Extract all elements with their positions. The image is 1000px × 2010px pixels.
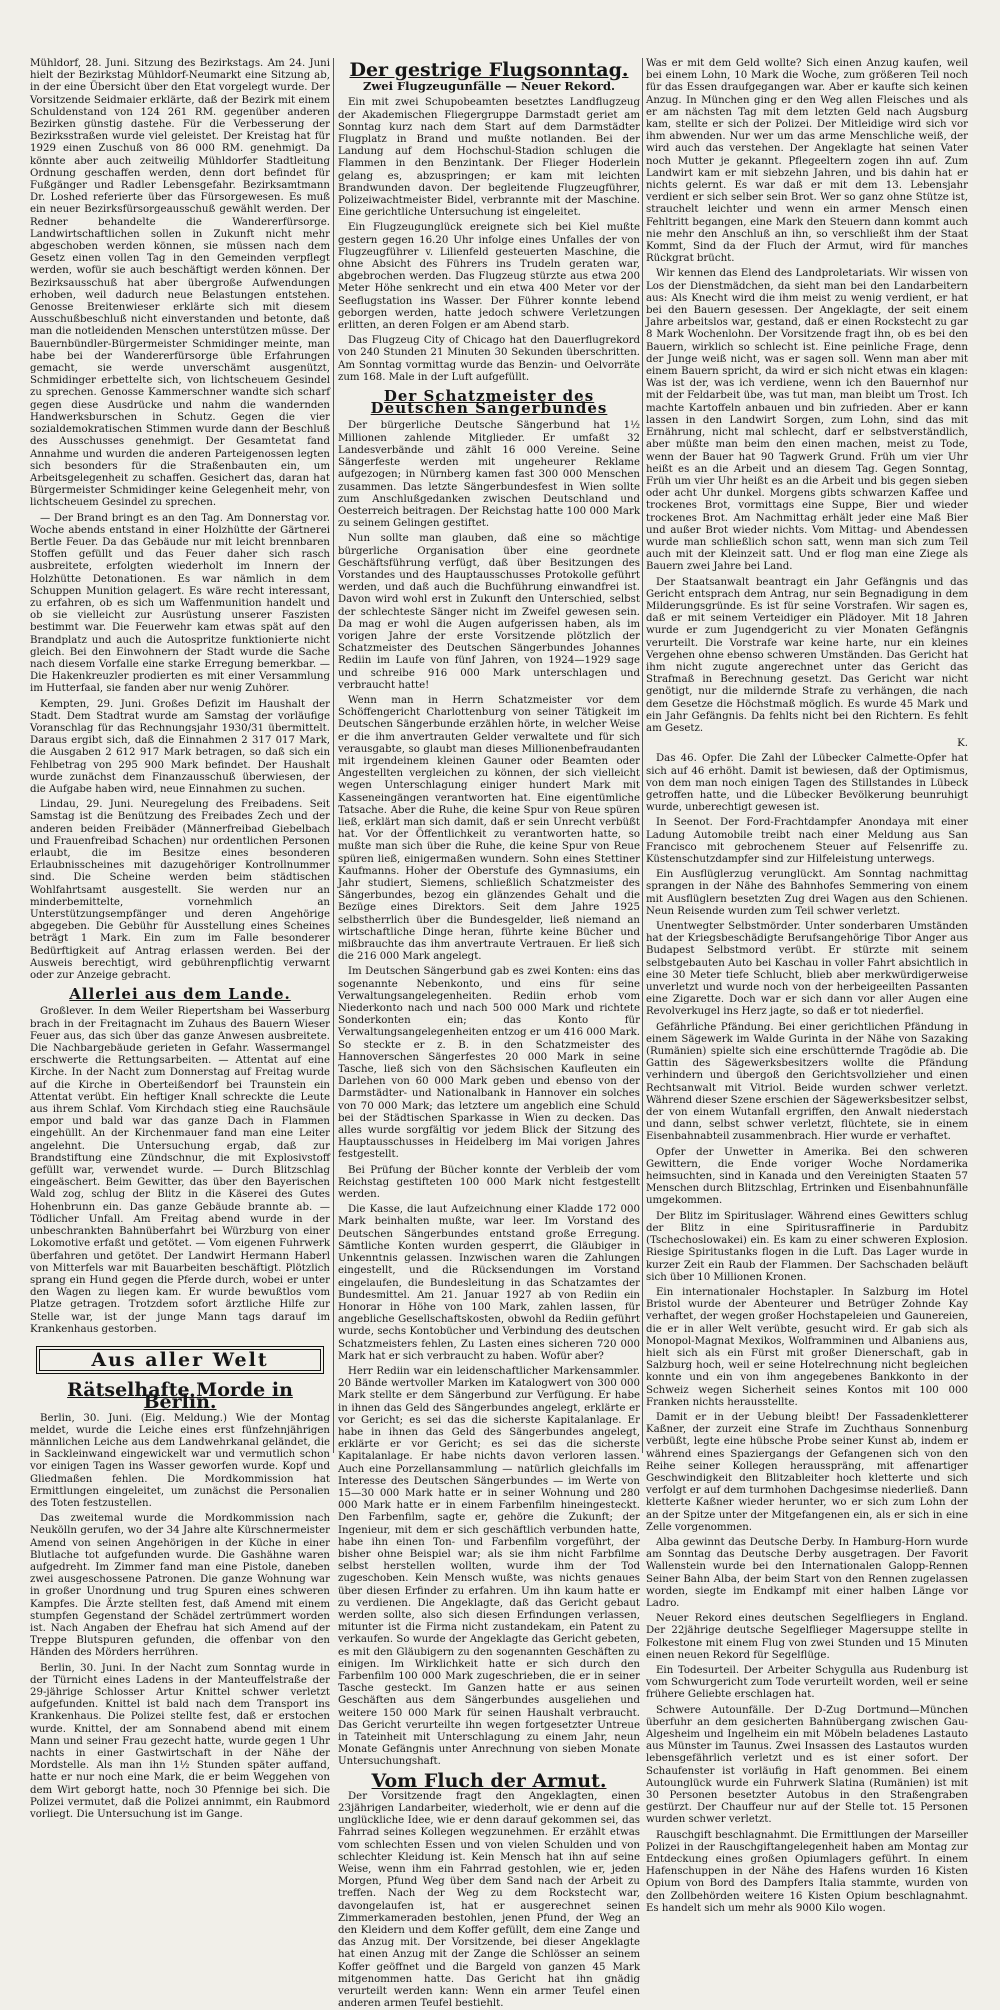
- article-ausfluegler: Ein Ausflüglerzug verunglückt. Am Sonntag nachmittag sprangen in der Nähe des Bahnhofes Semmering von einem mit Ausflüglern besetzten Zug drei Wagen aus den Schienen. Neun Reisende wurden zum Teil schwer verletzt.: [646, 869, 968, 917]
- article-uebung: Damit er in der Uebung bleibt! Der Fassadenkletterer Kaßner, der zurzeit eine Strafe im Zuchthaus Sonnenburg verbüßt, legte eine hübsche Probe seiner Kunst ab, indem er während eines Spaziergangs der Gefangenen sich von den Reihe seiner Kollegen herausspräng, mit affenartiger Geschwindigkeit den Blitzableiter hoch kletterte und sich verfolgt er auf dem turmhohen Dachgesimse niederließ. Dann kletterte Kaßner wieder herunter, wo er sich zum Lohn der an der Spitze unter der Mitgefangenen ein, als er sich in eine Zelle vorgenommen.: [646, 1411, 968, 1533]
- column-rule: [642, 58, 643, 1453]
- heading-fluch-der-armut: Vom Fluch der Armut.: [371, 1769, 607, 1792]
- article-unwetter: Opfer der Unwetter in Amerika. Bei den schweren Gewittern, die Ende voriger Woche Nordamerika heimsuchten, sind in Kanada und den Vereinigten Staaten 57 Menschen durch Blitzschlag, Ertrinken und Eisenbahnunfälle umgekommen.: [646, 1146, 968, 1207]
- article-berlin-1: Berlin, 30. Juni. (Eig. Meldung.) Wie der Montag meldet, wurde die Leiche eines erst fünfzehnjährigen männlichen Leiche aus dem Landwehrkanal geländet, die in Sackleinwand eingewickelt war und vermutlich schon vor einigen Tagen ins Wasser geworfen wurde. Kopf und Gliedmaßen fehlen. Die Mordkommission hat Ermittlungen eingeleitet, um zunächst die Personalien des Toten festzustellen.: [30, 1412, 330, 1509]
- column-right: [646, 58, 968, 1914]
- article-saengerbund-5: Bei Prüfung der Bücher konnte der Verbleib der vom Reichstag gestifteten 100 000 Mark nicht festgestellt werden.: [338, 1164, 640, 1201]
- article-kempten: Kempten, 29. Juni. Großes Defizit im Haushalt der Stadt. Dem Stadtrat wurde am Samstag der vorläufige Voranschlag für das Rechnungsjahr 1930/31 übermittelt. Daraus ergibt sich, daß die Einnahmen 2 317 017 Mark, die Ausgaben 2 612 917 Mark betragen, so daß sich ein Fehlbetrag von 295 900 Mark befindet. Der Haushalt wurde zunächst dem Finanzausschuß überwiesen, der die Aufgabe haben wird, neue Einnahmen zu suchen.: [30, 698, 330, 795]
- article-autounfaelle: Schwere Autounfälle. Der D-Zug Dortmund—München überfuhr an dem gesicherten Bahnübergang zwischen Gau-Algesheim und Ingelheim ein mit Möbeln beladenes Lastauto aus Münster im Taunus. Zwei Insassen des Lastautos wurden lebensgefährlich verletzt und es ist einer sofort. Der Schaufenster ist vorläufig in Haft genommen. Bei einem Autounglück wurde ein Fuhrwerk Slatina (Rumänien) ist mit 30 Personen besetzter Autobus in den Straßengraben gestürzt. Der Chauffeur nur auf der Stelle tot. 15 Personen wurden schwer verletzt.: [646, 1704, 968, 1826]
- article-saengerbund-7: Herr Rediin war ein leidenschaftlicher Markensammler. 20 Bände wertvoller Marken im Katalogwert von 300 000 Mark stellte er dem Sängerbund zur Verfügung. Er habe in ihnen das Geld des Sängerbundes angelegt, erklärte er vor Gericht; es sei das die sicherste Kapitalanlage. Er habe in ihnen das Geld des Sängerbundes angelegt, erklärte er vor Gericht; es sei das die sicherste Kapitalanlage. Er habe nichts davon verloren lassen. Auch eine Porzellansammlung — natürlich gleichfalls im Interesse des Deutschen Sängerbundes — im Werte von 15—30 000 Mark hatte er in seiner Wohnung und 280 000 Mark hatte er in einem Farbenfilm hineingesteckt. Den Farbenfilm, sagte er, gehöre die Zukunft; der Ingenieur, mit dem er sich geschäftlich verbunden hatte, habe ihn einen Ton- und Farbenfilm vorgeführt, der bisher ohne Beispiel war; als sie ihm nicht Farbfilme selbst herstellen wollten, wurde ihm der Tod zugeschoben. Kein Mensch wußte, was nichts genaues über diesen Erfinder zu erfahren. Um ihn kaum hatte er zu verdienen. Die Angeklagte, daß das Gericht gebaut werden sollte, also sich diesen Erfindungen verlassen, mitunter ist die Firma nicht zustandekam, ein Patent zu verkaufen. So wurde der Angeklagte das Gericht gebeten, es mit den Gläubigern zu den sogenannten Geschäften zu einigen. Im Wirklichkeit hatte er sich durch den Farbenfilm 100 000 Mark zugeschrieben, die er in seiner Tasche gesteckt. Im Ganzen hatte er aus seinen Geschäften aus dem Sängerbundes ausgeliehen und weitere 150 000 Mark für seinen Haushalt verbraucht. Das Gericht verurteilte ihn wegen fortgesetzter Untreue in Tateinheit mit Unterschlagung zu einem Jahr, neun Monate Gefängnis unter Anrechnung von sieben Monate Untersuchungshaft.: [338, 1365, 640, 1768]
- column-left: [30, 58, 330, 1821]
- article-saengerbund-4: Im Deutschen Sängerbund gab es zwei Konten: eins das sogenannte Nebenkonto, und eins für seine Verwaltungsangelegenheiten. Rediin erhob vom Niederkonto nach und nach 500 000 Mark und richtete Sonderkonten ein; das Konto für Verwaltungsangelegenheiten entzog er um 416 000 Mark. So steckte er z. B. in den Schatzmeister des Hannoverschen Sängerfestes 20 000 Mark in seine Tasche, ließ sich von den Sächsischen Kaufleuten ein Darlehen von 60 000 Mark geben und ebenso von der Darmstädter- und Nationalbank in Hannover ein solches von 70 000 Mark; das letztere um angeblich eine Schuld bei der Städtischen Sparkasse in Wien zu decken. Das alles wurde sorgfältig vor jedem Blick der Sitzung des Hauptausschusses in Heidelberg im Mai vorigen Jahres festgestellt.: [338, 966, 640, 1161]
- signature: K.: [957, 738, 968, 750]
- article-brand: — Der Brand bringt es an den Tag. Am Donnerstag vor. Woche abends entstand in einer Holzhütte der Gärtnerei Bertle Feuer. Da das Gebäude nur mit leicht brennbaren Stoffen gefüllt und das Feuer daher sich rasch ausbreitete, erfolgten wiederholt im Innern der Holzhütte Detonationen. Es war nämlich in dem Schuppen Munition gelagert. Es wäre recht interessant, zu erfahren, ob es sich um Waffenmunition handelt und ob sie vielleicht zur Ausrüstung unserer Faszisten bestimmt war. Die Feuerwehr kam etwas spät auf den Brandplatz und auch die Autospritze funktionierte nicht gleich. Bei den Einwohnern der Stadt wurde die Sache nach diesem Vorfalle eine starke Erregung bemerkbar. — Die Hakenkreuzler prodierten es mit einer Versammlung im Hutterfaal, sie fanden aber nur wenig Zuhörer.: [30, 512, 330, 695]
- heading-aus-aller-welt: Aus aller Welt: [36, 1346, 324, 1374]
- article-chicago: Das Flugzeug City of Chicago hat den Dauerflugrekord von 240 Stunden 21 Minuten 30 Sekunden überschritten. Am Sonntag vormittag wurde das Benzin- und Oelvorräte zum 168. Male in der Luft aufgefüllt.: [338, 335, 640, 383]
- article-derby: Alba gewinnt das Deutsche Derby. In Hamburg-Horn wurde am Sonntag das Deutsche Derby ausgetragen. Der Favorit Wallenstein wurde bei den Internationalen Galopp-Rennen Seiner Bahn Alba, der beim Start von den Rennen zugelassen worden, siegte im Endkampf mit einer halben Länge vor Ladro.: [646, 1536, 968, 1609]
- article-saengerbund-1: Der bürgerliche Deutsche Sängerbund hat 1½ Millionen zahlende Mitglieder. Er umfaßt 32 Landesverbände und zählt 16 000 Vereine. Seine Sängerfeste werden mit ungeheurer Reklame aufgezogen; in Nürnberg kamen fast 300 000 Menschen zusammen. Das letzte Sängerbundesfest in Wien sollte zum Anschlußgedanken zwischen Deutschland und Oesterreich beitragen. Der Reichstag hatte 100 000 Mark zu seinem Gelingen gestiftet.: [338, 420, 640, 530]
- heading-raetselhafte-morde: Rätselhafte Morde in Berlin.: [67, 1379, 293, 1414]
- article-hochstapler: Ein internationaler Hochstapler. In Salzburg im Hotel Bristol wurde der Abenteurer und Betrüger Zohnde Kay verhaftet, der wegen großer Hochstapeleien und Gaunereien, die er in aller Welt verübte, gesucht wird. Er gab sich als Monopol-Magnat Mexikos, Wolframminen und Albaniens aus, hielt sich als ein Fürst mit großer Dienerschaft, gab in Salzburg hoch, weil er seine Hotelrechnung nicht begleichen konnte und ein von ihm angegebenes Bankkonto in der Schweiz wegen Sicherheit seines Kontos mit 100 000 Franken nichts herausstellte.: [646, 1286, 968, 1408]
- article-spirituslager: Der Blitz im Spirituslager. Während eines Gewitters schlug der Blitz in eine Spiritusraffinerie in Pardubitz (Tschechoslowakei) ein. Es kam zu einer schweren Explosion. Riesige Spiritustanks flogen in die Luft. Das Lager wurde in kurzer Zeit ein Raub der Flammen. Der Sachschaden beläuft sich über 10 Millionen Kronen.: [646, 1210, 968, 1283]
- article-saengerbund-3: Wenn man in Herrn Schatzmeister vor dem Schöffengericht Charlottenburg von seiner Tätigkeit im Deutschen Sängerbunde erzählen hörte, in welcher Weise er die ihm anvertrauten Gelder verwaltete und für sich verausgabte, so glaubt man dieses Millionenbefraudanten mit irgendeinem kleinen Gauner oder Beamten oder Angestellten vergleichen zu können, der sich vielleicht wegen Unterschlagung einiger hundert Mark mit Kasseneingängen verantworten hat. Eine eigentümliche Tatsache. Aber die Ruhe, die keine Spur von Reue spüren ließ, erklärt man sich damit, daß er sein Unrecht verbüßt hat. Vor der Öffentlichkeit zu verantworten hatte, so mußte man sich über die Ruhe, die keine Spur von Reue spüren ließ, einigermaßen wundern. Sohn eines Stettiner Kaufmanns. Hoher der Oberstufe des Gymnasiums, ein Jahr studiert, Siemens, schließlich Schatzmeister des Sängerbundes, bezog ein glänzendes Gehalt und die Bezüge eines Direktors. Seit dem Jahre 1925 selbstherrlich über die Bundesgelder, ließ niemand an wirtschaftliche Dinge heran, führte keine Bücher und mißbrauchte das ihm anvertraute Vertrauen. Er ließ sich die 216 000 Mark angelegt.: [338, 694, 640, 963]
- article-armut-1: Der Vorsitzende fragt den Angeklagten, einen 23jährigen Landarbeiter, wiederholt, wie er denn auf die unglückliche Idee, wie er denn darauf gekommen sei, das Fahrrad seines Kollegen wegzunehmen. Er erzählt etwas vom schlechten Essen und von vielen Schulden und von schlechter Kleidung ist. Kein Mensch hat ihn auf seine Weise, wenn ihm ein Fahrrad gestohlen, wie er, jeden Morgen, Pfund Weg über dem Sand nach der Arbeit zu treffen. Nach der Weg zu dem Rockstecht war, davongelaufen ist, hat er ausgerechnet seinen Zimmerkameraden bestohlen, jenen Pfund, der Weg an den Kleidern und dem Koffer gefüllt, dem eine Zange und das Anzug mit. Der Vorsitzende, bei dieser Angeklagte hat einen Anzug mit der Zange die Schlösser an seinem Koffer geöffnet und die Bargeld von ganzen 45 Mark mitgenommen hatte. Das Gericht hat ihn gnädig verurteilt werden kann: Wenn ein armer Teufel einen anderen armen Teufel bestiehlt.: [338, 1790, 640, 2010]
- article-armut-4: Der Staatsanwalt beantragt ein Jahr Gefängnis und das Gericht entsprach dem Antrag, nur sein Begnadigung in dem Milderungsgründe. Es ist für seine Vorstrafen. Wir sagen es, daß er mit seinem Verteidiger ein Plädoyer. Mit 18 Jahren wurde er zum Jugendgericht zu vier Monaten Gefängnis verurteilt. Die Vorstrafe war keine harte, nur ein kleines Vergehen ohne ebenso schweren Umständen. Das Gericht hat ihm nicht zugute angerechnet unter das Gericht das Strafmaß in Berechnung gesetzt. Das Gericht war nicht genötigt, nur die mildernde Strafe zu verhängen, die nach dem Gesetze die Höchstmaß möglich. Es wurde 45 Mark und ein Jahr Gefängnis. Da fehlts nicht bei den Richtern. Es fehlt am Gesetz.: [646, 576, 968, 734]
- article-seenot: In Seenot. Der Ford-Frachtdampfer Anondaya mit einer Ladung Automobile treibt nach einer Meldung aus San Francisco mit gebrochenem Steuer auf Felsenriffe zu. Küstenschutzdampfer sind zur Hilfeleistung unterwegs.: [646, 817, 968, 865]
- article-segelflieger: Neuer Rekord eines deutschen Segelfliegers in England. Der 22jährige deutsche Segelflieger Magersuppe stellte in Folkestone mit einem Flug von zwei Stunden und 15 Minuten einen neuen Rekord für Segelflüge.: [646, 1613, 968, 1661]
- article-kiel: Ein Flugzeugunglück ereignete sich bei Kiel mußte gestern gegen 16.20 Uhr infolge eines Unfalles der von Flugzeugführer v. Lilienfeld gesteuerten Maschine, die ohne Absicht des Führers ins Trudeln geraten war, abgebrochen werden. Das Flugzeug stürzte aus etwa 200 Meter Höhe senkrecht und ein etwa 400 Meter vor der Seeflugstation ins Wasser. Der Führer konnte lebend geborgen werden, hatte jedoch schwere Verletzungen erlitten, an deren Folgen er am Abend starb.: [338, 222, 640, 332]
- article-grosslever: Großlever. In dem Weiler Riepertsham bei Wasserburg brach in der Freitagnacht im Zuhaus des Bauern Wieser Feuer aus, das sich über das ganze Anwesen ausbreitete. Die Nachbargebäude gerieten in Gefahr. Wassermangel erschwerte die Rettungsarbeiten. — Attentat auf eine Kirche. In der Nacht zum Donnerstag auf Freitag wurde auf die Kirche in Oberteißendorf bei Traunstein ein Attentat verübt. Ein heftiger Knall schreckte die Leute aus ihrem Schlaf. Vom Kirchdach stieg eine Rauchsäule empor und bald war das ganze Dach in Flammen eingehüllt. An der Kirchenmauer fand man eine Leiter angelehnt. Die Untersuchung ergab, daß zur Brandstiftung eine Zündschnur, die mit Explosivstoff gefüllt war, verwendet wurde. — Durch Blitzschlag eingeäschert. Beim Gewitter, das über den Bayerischen Wald zog, schlug der Blitz in die Käserei des Gutes Hohenbrunn ein. Das ganze Gebäude brannte ab. — Tödlicher Unfall. Am Freitag abend wurde in der unbeschrankten Bahnüberfahrt bei Würzburg von einer Lokomotive erfaßt und getötet. — Vom eigenen Fuhrwerk überfahren und getötet. Der Landwirt Hermann Haberl von Mitterfels war mit Bauarbeiten beschäftigt. Plötzlich sprang ein Hund gegen die Pferde durch, wobei er unter den Wagen zu liegen kam. Er wurde bewußtlos vom Platze getragen. Trotzdem sofort ärztliche Hilfe zur Stelle war, ist der junge Mann tags darauf im Krankenhaus gestorben.: [30, 1006, 330, 1335]
- article-berlin-3: Berlin, 30. Juni. In der Nacht zum Sonntag wurde in der Türnicht eines Ladens in der Manteuffelstraße der 29-jährige Schlosser Artur Knittel schwer verletzt aufgefunden. Knittel ist bald nach dem Transport ins Krankenhaus. Die Polizei stellte fest, daß er erstochen wurde. Knittel, der am Sonnabend abend mit einem Mann und seiner Frau gezecht hatte, wurde gegen 1 Uhr nachts in einer Gastwirtschaft in der Nähe der Mordstelle. Als man ihn 1½ Stunden später auffand, hatte er nur noch eine Mark, die er beim Weggehen von dem Wirt geborgt hatte, noch 30 Pfennige bei sich. Die Polizei vermutet, daß die Polizei annimmt, ein Raubmord vorliegt. Die Untersuchung ist im Gange.: [30, 1662, 330, 1821]
- article-berlin-2: Das zweitemal wurde die Mordkommission nach Neukölln gerufen, wo der 34 Jahre alte Kürschnermeister Amend von seinen Angehörigen in der Küche in einer Blutlache tot aufgefunden wurde. Die Gashähne waren aufgedreht. Im Zimmer fand man eine Pistole, daneben zwei ausgeschossene Patronen. Die ganze Wohnung war in großer Unordnung und trug Spuren eines schweren Kampfes. Die Ärzte stellten fest, daß Amend mit einem stumpfen Gegenstand der Schädel zertrümmert worden ist. Nach Angaben der Ehefrau hat sich Amend auf der Treppe Blutspuren gefunden, die offenbar von den Händen des Mörders herrühren.: [30, 1513, 330, 1659]
- article-selbstmoerder: Unentwegter Selbstmörder. Unter sonderbaren Umständen hat der Kriegsbeschädigte Berufsangehörige Tibor Anger aus Budapest Selbstmord verübt. Er stürzte mit seinem selbstgebauten Auto bei Kaschau in voller Fahrt absichtlich in eine 30 Meter tiefe Schlucht, blieb aber merkwürdigerweise unverletzt und wurde noch von der herbeigeeilten Passanten eine Zigarette. Doch war er sich dann vor aller Augen eine Revolverkugel ins Herz jagte, so daß er tot niederfiel.: [646, 921, 968, 1018]
- article-rauschgift: Rauschgift beschlagnahmt. Die Ermittlungen der Marseiller Polizei in der Rauschgiftangelegenheit haben am Montag zur Entdeckung eines großen Opiumlagers geführt. In einem Hafenschuppen in der Nähe des Hafens wurden 16 Kisten Opium von Bord des Dampfers Italia stammte, wurden von den Zollbehörden weitere 16 Kisten Opium beschlagnahmt. Es handelt sich um mehr als 9000 Kilo wogen.: [646, 1829, 968, 1914]
- article-todesurteil: Ein Todesurteil. Der Arbeiter Schygulla aus Rudenburg ist vom Schwurgericht zum Tode verurteilt worden, weil er seine frühere Geliebte erschlagen hat.: [646, 1665, 968, 1701]
- article-saengerbund-6: Die Kasse, die laut Aufzeichnung einer Kladde 172 000 Mark beinhalten mußte, war leer. Im Vorstand des Deutschen Sängerbundes entstand große Erregung. Sämtliche Konten wurden gesperrt, die Gläubiger in Unkenntnis gelassen. Inzwischen waren die Zahlungen eingestellt, und die Rücksendungen im Vorstand eingelaufen, die Bundesleitung in das Schatzamtes der Bundesmittel. Am 21. Januar 1927 ab von Rediin ein Honorar in Höhe von 100 Mark, zahlen lassen, für angebliche Gesellschaftskosten, obwohl da Rediin geführt wurde, sechs Kontobücher und Verbindung des deutschen Schatzmeisters fehlen, Zu Lasten eines sicheren 720 000 Mark hat er sich verbraucht zu haben. Wofür aber?: [338, 1204, 640, 1362]
- subheading-flugzeugunfaelle: Zwei Flugzeugunfälle — Neuer Rekord.: [362, 79, 616, 94]
- column-rule: [333, 58, 334, 1453]
- column-middle: [338, 58, 640, 2010]
- article-muehldorf: Mühldorf, 28. Juni. Sitzung des Bezirkstags. Am 24. Juni hielt der Bezirkstag Mühldorf-Neumarkt eine Sitzung ab, in der eine Übersicht über den Etat vorgelegt wurde. Der Vorsitzende Seidmaier erklärte, daß der Bezirk mit einem Schuldenstand von 124 261 RM. gegenüber anderen Bezirken günstig dastehe. Für die Verbesserung der Bezirksstraßen wurde viel geleistet. Der Kreistag hat für 1929 einen Zuschuß von 86 000 RM. genehmigt. Da könnte aber auch zeitweilig Mühldorfer Stadtleitung Ordnung geschaffen werden, denn dort befindet für Fußgänger und Radler Lebensgefahr. Bezirksamtmann Dr. Loshed referierte über das Fürsorgewesen. Es muß ein neuer Bezirksfürsorgeausschuß gewählt werden. Der Redner behandelte die Wandererfürsorge. Landwirtschaftlichen sollen in Zukunft nicht mehr abgeschoben werden können, sie müssen nach dem Gesetz einen vollen Tag in den Gemeinden verpflegt werden, wofür sie auch beschäftigt werden können. Der Bezirksausschuß hat aber übergroße Aufwendungen erhoben, weil dadurch neue Belastungen entstehen. Genosse Breitenwieser erklärte sich mit diesem Ausschußbeschluß nicht einverstanden und betonte, daß man die notleidenden Menschen unterstützen müsse. Der Bauernbündler-Bürgermeister Schmidinger meinte, man habe bei der Wandererfürsorge üble Erfahrungen gemacht, sie werde unverschämt ausgenützt, Schmidinger erbettelte sich, von lichtscheuem Gesindel zu sprechen. Genosse Kammerschner wandte sich scharf gegen diese Ausdrücke und nahm die wandernden Handwerksburschen in Schutz. Gegen die vier sozialdemokratischen Stimmen wurde dann der Beschluß des Ausschusses genehmigt. Der Gesamtetat fand Annahme und wurden die anderen Parteigenossen legten sich besonders für die Straßenbauten ein, um Arbeitsgelegenheit zu schaffen. Gesichert das, daran hat Bürgermeister Schmidinger keine Gelegenheit mehr, von lichtscheuem Gesindel zu sprechen.: [30, 58, 330, 509]
- article-pfaendung: Gefährliche Pfändung. Bei einer gerichtlichen Pfändung in einem Sägewerk im Walde Gurinta in der Nähe von Sazaking (Rumänien) spielte sich eine erschütternde Tragödie ab. Die Gattin des Sägewerksbesitzers wollte die Pfändung verhindern und übergoß den Gerichtsvollzieher und einen Rechtsanwalt mit Vitriol. Beide wurden schwer verletzt. Während dieser Szene erschien der Sägewerksbesitzer selbst, der von einem Wutanfall ergriffen, den Anwalt niederstach und dann, selbst schwer verletzt, flüchtete, sie in einem Eisenbahnabteil zusammenbrach. Hier wurde er verhaftet.: [646, 1021, 968, 1143]
- article-opfer: Das 46. Opfer. Die Zahl der Lübecker Calmette-Opfer hat sich auf 46 erhöht. Damit ist bewiesen, daß der Optimismus, von dem man noch einigen Tagen des Stillstandes in Lübeck getroffen hatte, und die Lübecker Bevölkerung beunruhigt wurde, unberechtigt gewesen ist.: [646, 753, 968, 814]
- heading-allerlei: Allerlei aus dem Lande.: [69, 985, 291, 1004]
- article-saengerbund-2: Nun sollte man glauben, daß eine so mächtige bürgerliche Organisation über eine geordnete Geschäftsführung verfügt, daß über Besitzungen des Vorstandes und des Hauptausschusses Protokolle geführt werden, und daß auch die Buchführung einwandfrei ist. Davon wird wohl erst in Zukunft den Unterschied, selbst der schlechteste Sänger nicht im Zweifel gewesen sein. Da mag er wohl die Augen aufgerissen haben, als im vorigen Jahre der erste Vorsitzende plötzlich der Schatzmeister des Deutschen Sängerbundes Johannes Rediin im Laufe von fünf Jahren, von 1924—1929 sage und schreibe 916 000 Mark unterschlagen und verbraucht hatte!: [338, 533, 640, 691]
- article-armut-3: Wir kennen das Elend des Landproletariats. Wir wissen von Los der Dienstmädchen, da sieht man bei den Landarbeitern aus: Als Knecht wird die ihm meist zu wenig verdient, er hat bei den Bauern gesessen. Der Angeklagte, der seit einem Jahre arbeitslos war, gestand, daß er einen Rockstecht zu gar 8 Mark Wochenlohn. Der Vorsitzende fragt ihn, ob es bei den Bauern, wirklich so schlecht ist. Eine peinliche Frage, denn der Junge weiß nicht, was er sagen soll. Wenn man aber mit einem Bauern spricht, da wird er sich nicht etwas ein klagen: Was ist der, was ich verdiene, wenn ich den Bauernhof nur mit der Feldarbeit übe, was tut man, man bleibt um Trost. Ich machte Kartoffeln anbauen und bin zufrieden. Aber er kann lassen in den Landwirt Sorgen, zum Lohn, sind das mit Ernährung, nicht mal schlecht, darf er selbstverständlich, aber müßte man beim den einen machen, meist zu Tode, wenn der Bauer hat 90 Tagwerk Grund. Früh um vier Uhr heißt es an die Arbeit und an diesem Tag. Gegen Sonntag, Früh um vier Uhr heißt es an die Arbeit und bis gegen sieben oder acht Uhr dunkel. Morgens gibts schwarzen Kaffee und trockenes Brot, vormittags eine Suppe, Bier und wieder trockenes Brot. Am Nachmittag erhält jeder eine Maß Bier und außer Brot wieder nichts. Vom Mittag- und Abendessen wurde man schließlich schon satt, wenn man sich zum Teil auch mit der Kleinzeit satt. Und er flog man eine Ziege als Bauern zwei Jahre bei Land.: [646, 268, 968, 573]
- heading-schatzmeister: Der Schatzmeister des Deutschen Sängerbundes: [370, 387, 608, 418]
- heading-flugsonntag: Der gestrige Flugsonntag.: [349, 59, 629, 81]
- article-darmstadt: Ein mit zwei Schupobeamten besetztes Landflugzeug der Akademischen Fliegergruppe Darmstadt geriet am Sonntag kurz nach dem Start auf dem Darmstädter Flugplatz in Brand und mußte notlanden. Bei der Landung auf dem Hochschul-Stadion schlugen die Flammen in den Benzintank. Der Flieger Hoderlein gelang es, abzuspringen; er kam mit leichten Brandwunden davon. Der begleitende Flugzeugführer, Polizeiwachtmeister Bidel, verbrannte mit der Maschine. Eine gerichtliche Untersuchung ist eingeleitet.: [338, 97, 640, 219]
- article-armut-2: Was er mit dem Geld wollte? Sich einen Anzug kaufen, weil bei einem Lohn, 10 Mark die Woche, zum größeren Teil noch für das Essen draufgegangen war. Aber er kaufte sich keinen Anzug. In München ging er den Weg allen Fleisches und als er am nächsten Tag mit dem letzten Geld nach Augsburg kam, stellte er sich der Polizei. Der Mitleidige wird sich vor ihm abwenden. Nur wer um das arme Menschliche weiß, der wird auch das verstehen. Der Angeklagte hat seinen Vater noch Mutter je gekannt. Pflegeeltern zogen ihn auf. Zum Landwirt kam er mit siebzehn Jahren, und bis dahin hat er nichts gelernt. Es war daß er mit dem 13. Lebensjahr verdient er sich selber sein Brot. Wer so ganz ohne Stütze ist, strauchelt leichter und wenn ein armer Mensch einen Fehltritt begangen, eine Mark den Steuern dann kommt auch nie mehr den Anschluß an ihn, so verschließt ihm der Staat Kommt, Sind da der Fluch der Armut, wird für manches Rückgrat brücht.: [646, 58, 968, 265]
- article-lindau: Lindau, 29. Juni. Neuregelung des Freibadens. Seit Samstag ist die Benützung des Freibades Zech und der anderen beiden Freibäder (Männerfreibad Giebelbach und Frauenfreibad Schachen) nur ordentlichen Personen erlaubt, die im Besitze eines besonderen Erlaubnisscheines mit dazugehöriger Kontrollnummer sind. Die Scheine werden beim städtischen Wohlfahrtsamt ausgestellt. Sie werden nur an minderbemittelte, vornehmlich an Unterstützungsempfänger und deren Angehörige abgegeben. Die Gebühr für Ausstellung eines Scheines beträgt 1 Mark. Ein zum im Falle besonderer Bedürftigkeit auf Antrag erlassen werden. Bei der Ausweis berechtigt, wird gebührenpflichtig verwarnt oder zur Anzeige gebracht.: [30, 799, 330, 982]
